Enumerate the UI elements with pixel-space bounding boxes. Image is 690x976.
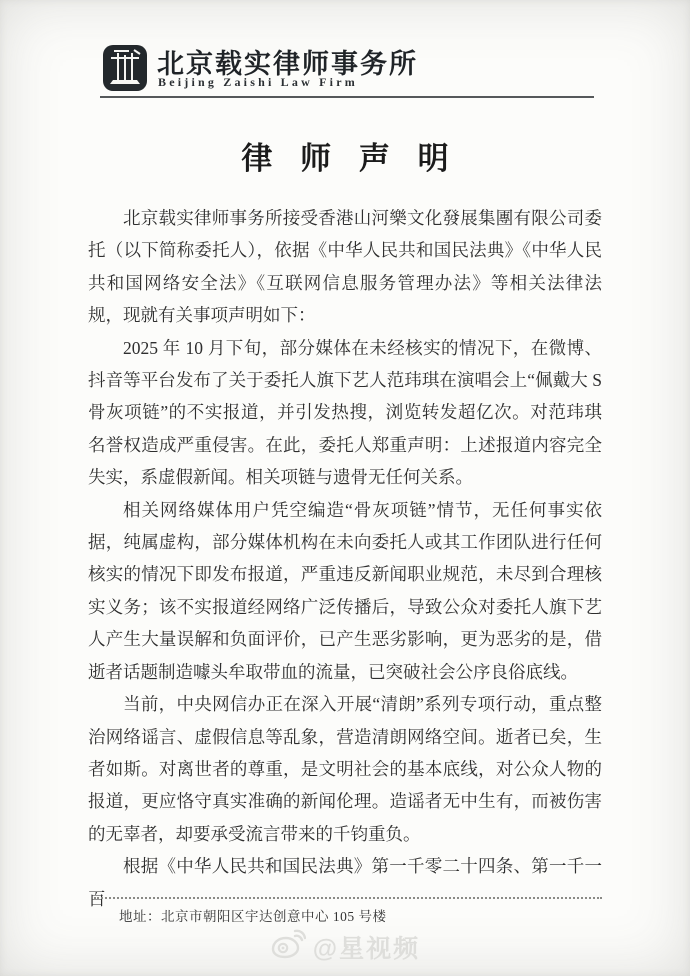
law-firm-building-logo-icon (103, 45, 147, 91)
statement-paragraph-4: 当前，中央网信办正在深入开展“清朗”系列专项行动，重点整治网络谣言、虚假信息等乱象，营造清朗网络空间。逝者已矣，生者如斯。对离世者的尊重，是文明社会的基本底线，对公众人物的报道，更应恪守真实准确的新闻伦理。造谣者无中生有，而被伤害的无辜者，却要承受流言带来的千钧重负。 (88, 694, 602, 844)
header-divider (100, 96, 594, 98)
watermark-text: @星视频 (312, 934, 421, 963)
statement-paragraph-5: 根据《中华人民共和国民法典》第一千零二十四条、第一千一百 (88, 856, 602, 909)
video-source-watermark (0, 928, 690, 965)
firm-address: 地址：北京市朝阳区宇达创意中心 105 号楼 (119, 909, 387, 924)
statement-paragraph-2: 2025 年 10 月下旬，部分媒体在未经核实的情况下，在微博、抖音等平台发布了关于委托人旗下艺人范玮琪在演唱会上“佩戴大 S 骨灰项链”的不实报道，并引发热搜，浏览转发超亿次。对范玮琪名誉权造成严重侵害。在此，委托人郑重声明：上述报道内容完全失实，系虚假新闻。相关项链与遗骨无任何关系。 (88, 337, 602, 488)
statement-paragraph-1: 北京载实律师事务所接受香港山河樂文化發展集團有限公司委托（以下简称委托人），依据《中华人民共和国民法典》《中华人民共和国网络安全法》《互联网信息服务管理办法》等相关法律法规，现就有关事项声明如下： (88, 208, 602, 326)
weibo-bird-icon (270, 928, 306, 965)
footer-divider (94, 897, 602, 899)
firm-name-chinese: 北京载实律师事务所 (157, 49, 418, 79)
document-title: 律 师 声 明 (241, 141, 459, 176)
firm-name-english: Beijing Zaishi Law Firm (158, 75, 358, 89)
statement-body (88, 202, 602, 915)
statement-paragraph-3: 相关网络媒体用户凭空编造“骨灰项链”情节，无任何事实依据，纯属虚构，部分媒体机构在未向委托人或其工作团队进行任何核实的情况下即发布报道，严重违反新闻职业规范，未尽到合理核实义务；该不实报道经网络广泛传播后，导致公众对委托人旗下艺人产生大量误解和负面评价，已产生恶劣影响，更为恶劣的是，借逝者话题制造噱头牟取带血的流量，已突破社会公序良俗底线。 (88, 499, 602, 682)
